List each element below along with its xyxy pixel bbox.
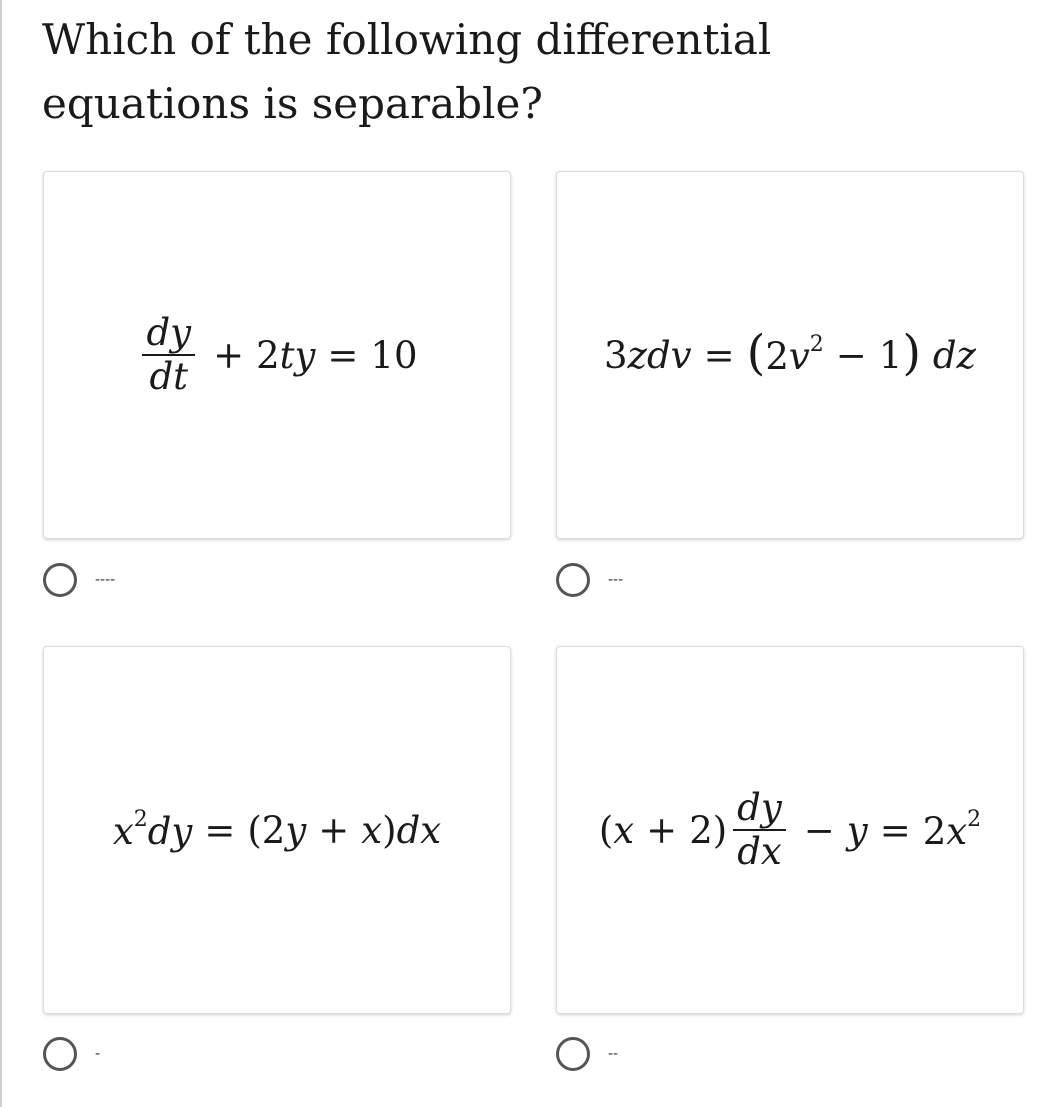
option-radio-row-4[interactable] — [556, 1037, 618, 1071]
option-radio-row-2[interactable] — [556, 563, 623, 597]
equation-4: (x + 2) $\frac{dy}{dx}$ − y = $2x^2$ — [598, 786, 982, 873]
fraction-dy-dt: $\frac{dy}{dt}$ — [142, 312, 195, 398]
option-radio-row-1[interactable] — [43, 563, 115, 597]
fraction-dy-dx: $\frac{dy}{dx}$ — [733, 787, 786, 873]
equation-1: $\frac{dy}{dt}$ + 2ty = 10 — [136, 312, 417, 398]
option-label-3: - — [95, 1046, 101, 1062]
question-text: Which of the following differential equations is separable? — [42, 15, 772, 128]
option-label-2: --- — [608, 572, 624, 588]
radio-button-1[interactable] — [43, 563, 77, 597]
equation-3: $x^2dy$ = (2y + x)dx — [112, 807, 442, 853]
option-radio-row-3[interactable] — [43, 1037, 100, 1071]
radio-button-3[interactable] — [43, 1037, 77, 1071]
radio-button-2[interactable] — [556, 563, 590, 597]
option-label-1: ---- — [95, 572, 116, 588]
option-card-3[interactable] — [43, 646, 511, 1014]
equation-2: 3zdv = ( $2v^2$ − 1 ) dz — [603, 325, 977, 381]
option-card-2[interactable] — [556, 171, 1024, 539]
left-border — [0, 0, 2, 1107]
option-label-4: -- — [608, 1046, 619, 1062]
option-card-4[interactable] — [556, 646, 1024, 1014]
radio-button-4[interactable] — [556, 1037, 590, 1071]
option-card-1[interactable] — [43, 171, 511, 539]
